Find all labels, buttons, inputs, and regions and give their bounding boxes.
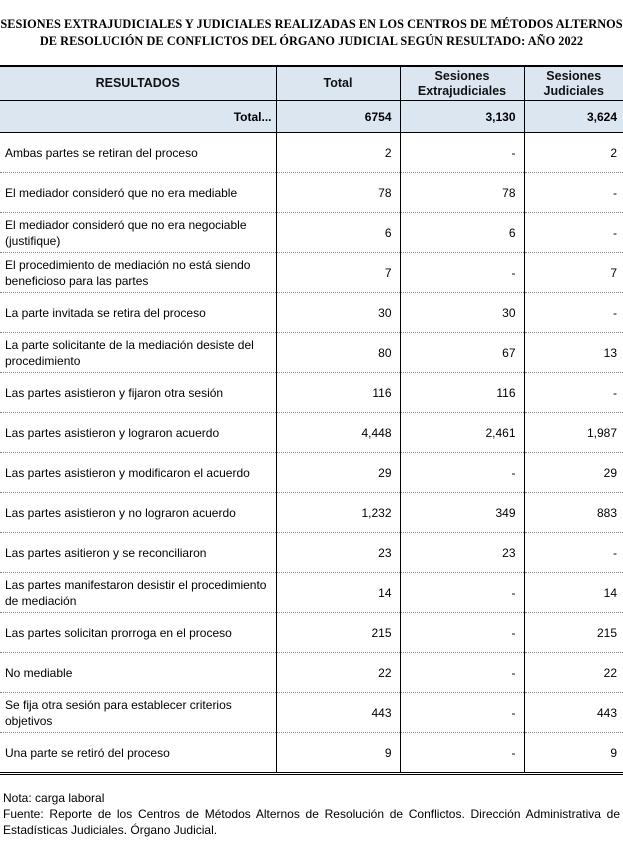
row-label: Ambas partes se retiran del proceso — [0, 133, 276, 173]
row-total: 116 — [276, 373, 400, 413]
header-judiciales-line-2: Judiciales — [543, 83, 604, 98]
table-title — [0, 16, 623, 50]
row-extrajudiciales: - — [400, 453, 524, 493]
header-judiciales-line-1: Sesiones — [546, 68, 602, 83]
header-extrajudiciales-line-1: Sesiones — [434, 68, 490, 83]
table-row — [0, 653, 623, 693]
table-row — [0, 373, 623, 413]
results-table — [0, 65, 623, 775]
row-total: 30 — [276, 293, 400, 333]
row-judiciales: 7 — [524, 253, 623, 293]
table-row — [0, 573, 623, 613]
row-extrajudiciales: - — [400, 133, 524, 173]
row-label: Las partes solicitan prorroga en el proceso — [0, 613, 276, 653]
row-label: La parte invitada se retira del proceso — [0, 293, 276, 333]
row-extrajudiciales: - — [400, 653, 524, 693]
row-judiciales: 29 — [524, 453, 623, 493]
row-label: Las partes asistieron y modificaron el acuerdo — [0, 453, 276, 493]
row-label: Las partes asistieron y no lograron acuerdo — [0, 493, 276, 533]
row-label: Las partes asitieron y se reconciliaron — [0, 533, 276, 573]
row-label: Se fija otra sesión para establecer criterios objetivos — [0, 693, 276, 733]
row-total: 6 — [276, 213, 400, 253]
row-extrajudiciales: 78 — [400, 173, 524, 213]
row-extrajudiciales: - — [400, 613, 524, 653]
row-label: La parte solicitante de la mediación desiste del procedimiento — [0, 333, 276, 373]
total-value-extrajudiciales: 3,130 — [400, 101, 524, 133]
row-total: 78 — [276, 173, 400, 213]
row-total: 29 — [276, 453, 400, 493]
header-judiciales — [524, 66, 623, 101]
row-label: Las partes asistieron y fijaron otra sesión — [0, 373, 276, 413]
row-label: Las partes manifestaron desistir el procedimiento de mediación — [0, 573, 276, 613]
table-title-line-2: DE RESOLUCIÓN DE CONFLICTOS DEL ÓRGANO JUDICIAL SEGÚN RESULTADO: AÑO 2022 — [39, 34, 584, 48]
row-extrajudiciales: - — [400, 253, 524, 293]
header-row — [0, 66, 623, 101]
total-row — [0, 101, 623, 133]
row-judiciales: - — [524, 173, 623, 213]
row-total: 14 — [276, 573, 400, 613]
row-judiciales: 883 — [524, 493, 623, 533]
total-value-judiciales: 3,624 — [524, 101, 623, 133]
table-title-line-1: SESIONES EXTRAJUDICIALES Y JUDICIALES REALIZADAS EN LOS CENTROS DE MÉTODOS ALTERNOS — [0, 17, 623, 31]
row-judiciales: 14 — [524, 573, 623, 613]
table-row — [0, 173, 623, 213]
total-value-total: 6754 — [276, 101, 400, 133]
source-text: Fuente: Reporte de los Centros de Métodos Alternos de Resolución de Conflictos. Dirección Administrativa de Estadísticas Judiciales. Órgano Judicial. — [3, 807, 620, 837]
row-extrajudiciales: 67 — [400, 333, 524, 373]
row-total: 215 — [276, 613, 400, 653]
row-extrajudiciales: 30 — [400, 293, 524, 333]
row-label: El mediador consideró que no era negociable (justifique) — [0, 213, 276, 253]
table-row — [0, 133, 623, 173]
row-judiciales: 443 — [524, 693, 623, 733]
table-row — [0, 293, 623, 333]
row-total: 443 — [276, 693, 400, 733]
row-extrajudiciales: 349 — [400, 493, 524, 533]
note-text: Nota: carga laboral — [3, 791, 105, 805]
footnotes — [3, 790, 620, 838]
row-judiciales: - — [524, 533, 623, 573]
row-extrajudiciales: 23 — [400, 533, 524, 573]
row-label: El procedimiento de mediación no está siendo beneficioso para las partes — [0, 253, 276, 293]
table-row — [0, 693, 623, 733]
row-total: 2 — [276, 133, 400, 173]
table-row — [0, 613, 623, 653]
row-judiciales: 13 — [524, 333, 623, 373]
table-row — [0, 253, 623, 293]
row-total: 22 — [276, 653, 400, 693]
header-extrajudiciales — [400, 66, 524, 101]
row-judiciales: 22 — [524, 653, 623, 693]
row-total: 80 — [276, 333, 400, 373]
row-label: El mediador consideró que no era mediable — [0, 173, 276, 213]
table-row — [0, 213, 623, 253]
row-total: 23 — [276, 533, 400, 573]
header-resultados: RESULTADOS — [0, 66, 276, 101]
row-judiciales: - — [524, 373, 623, 413]
row-extrajudiciales: 6 — [400, 213, 524, 253]
row-total: 9 — [276, 733, 400, 774]
row-judiciales: 9 — [524, 733, 623, 774]
row-total: 7 — [276, 253, 400, 293]
table-row — [0, 413, 623, 453]
row-judiciales: - — [524, 293, 623, 333]
row-label: Una parte se retiró del proceso — [0, 733, 276, 774]
table-row — [0, 493, 623, 533]
table-row — [0, 453, 623, 493]
header-extrajudiciales-line-2: Extrajudiciales — [417, 83, 507, 98]
table-row — [0, 733, 623, 774]
row-judiciales: 215 — [524, 613, 623, 653]
header-total: Total — [276, 66, 400, 101]
row-total: 1,232 — [276, 493, 400, 533]
row-judiciales: 2 — [524, 133, 623, 173]
total-label: Total... — [0, 101, 276, 133]
row-judiciales: - — [524, 213, 623, 253]
row-label: No mediable — [0, 653, 276, 693]
row-extrajudiciales: - — [400, 733, 524, 774]
row-extrajudiciales: - — [400, 693, 524, 733]
row-extrajudiciales: 116 — [400, 373, 524, 413]
row-label: Las partes asistieron y lograron acuerdo — [0, 413, 276, 453]
row-judiciales: 1,987 — [524, 413, 623, 453]
table-row — [0, 333, 623, 373]
row-total: 4,448 — [276, 413, 400, 453]
row-extrajudiciales: - — [400, 573, 524, 613]
row-extrajudiciales: 2,461 — [400, 413, 524, 453]
table-row — [0, 533, 623, 573]
